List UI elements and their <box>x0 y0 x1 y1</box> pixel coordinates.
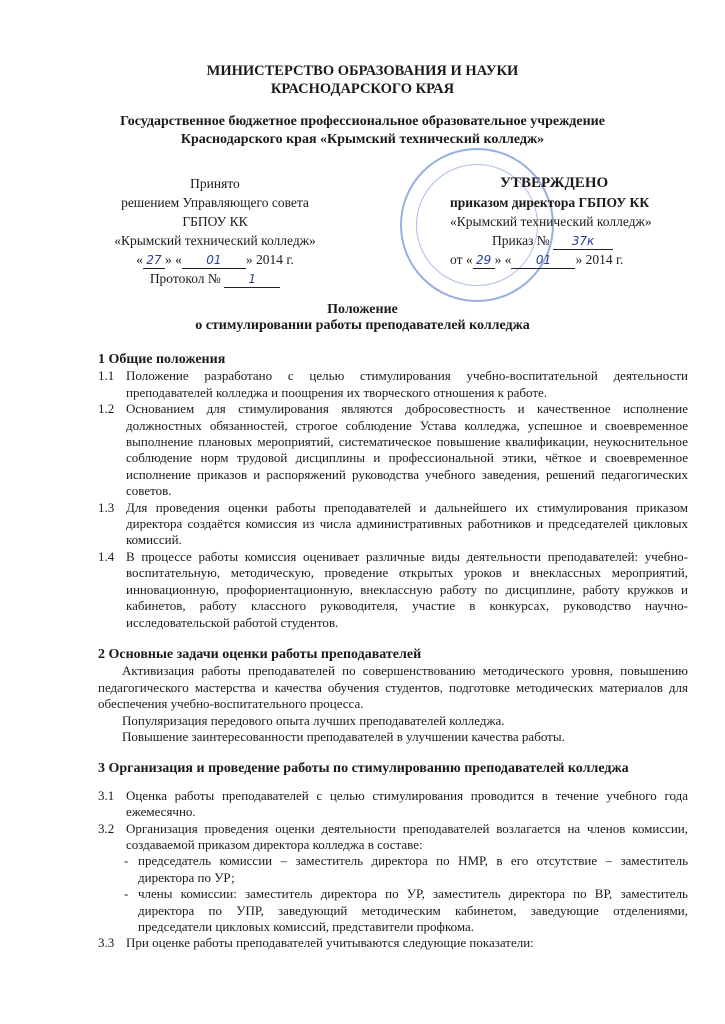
accepted-line-2: «Крымский технический колледж» <box>114 233 316 248</box>
section-3-item: 3.2 Организация проведения оценки деятельности преподавателей возлагается на членов комиссии, создаваемой приказом директора колледжа в составе: <box>98 820 688 852</box>
spacer <box>98 745 688 761</box>
accepted-date-month: 01 <box>182 253 246 269</box>
section-3-heading: 3 Организация и проведение работы по стимулированию преподавателей колледжа <box>98 761 629 777</box>
approved-order: Приказ № 37к <box>420 231 690 250</box>
section-3-item: 3.1 Оценка работы преподавателей с целью стимулирования проводится в течение учебного года ежемесячно. <box>98 787 688 820</box>
section-1-item: 1.3 Для проведения оценки работы преподавателей и дальнейшего их стимулирования приказом директора создаётся комиссия из числа административных работников и председателей цикловых комиссий. <box>98 499 688 548</box>
accepted-protocol-no: 1 <box>224 272 280 288</box>
spacer <box>98 631 688 647</box>
section-1-heading: 1 Общие положения <box>98 352 226 367</box>
section-2-paragraph: Активизация работы преподавателей по совершенствованию методического уровня, повышению педагогического мастерства и качества обучения студентов, подготовке методических материалов для обеспечения учебно-воспитательного процесса. <box>98 663 688 712</box>
committee-list-item: - члены комиссии: заместитель директора по УР, заместитель директора по ВР, заместитель директора по УПР, заведующий методическим кабинетом, заведующие отделениями, председатели цикловых комиссий, представители профкома. <box>124 886 688 934</box>
committee-list-item: - председатель комиссии – заместитель директора по НМР, в его отсутствие – заместитель директора по УР; <box>124 853 688 885</box>
section-2-paragraph: Популяризация передового опыта лучших преподавателей колледжа. <box>122 712 505 728</box>
accepted-block <box>100 174 330 288</box>
approved-label: УТВЕРЖДЕНО <box>500 175 609 191</box>
document-title: Положение <box>327 302 398 317</box>
ministry-line-1: МИНИСТЕРСТВО ОБРАЗОВАНИЯ И НАУКИ <box>206 63 519 79</box>
approved-block <box>420 174 690 269</box>
section-1-item: 1.2 Основанием для стимулирования являются добросовестность и качественное исполнение должностных обязанностей, строгое соблюдение Устава колледжа, успешное и своевременное выполнение плановых мероприятий, систематическое повышение квалификации, неукоснительное соблюдение норм трудовой дисциплины и профессиональной этики, чёткое и своевременное исполнение приказов и распоряжений руководства учебного заведения, решений педагогических советов. <box>98 401 688 499</box>
ministry-line-2: КРАСНОДАРСКОГО КРАЯ <box>270 81 455 97</box>
approved-line-2: «Крымский технический колледж» <box>450 214 652 229</box>
section-2-paragraph: Повышение заинтересованности преподавателей в улучшении качества работы. <box>122 728 565 744</box>
approved-line-1: приказом директора ГБПОУ КК <box>450 195 650 210</box>
section-1-item: 1.1 Положение разработано с целью стимулирования учебно-воспитательной деятельности преподавателей колледжа и поощрения их творческого отношения к работе. <box>98 368 688 400</box>
approved-date-day: 29 <box>473 253 495 269</box>
accepted-date: « 27 » « 01 » 2014 г. <box>136 252 294 267</box>
section-1-item: 1.4 В процессе работы комиссия оценивает различные виды деятельности преподавателей: учебно-воспитательную, методическую, проведение открытых уроков и внеклассных мероприятий, инновационную, профориентационную, внеклассную работу по дисциплине, работу кружков и кабинетов, работу классного руководителя, участие в конкурсах, руководство научно-исследовательской работой студентов. <box>98 548 688 630</box>
institution-line-1: Государственное бюджетное профессиональное образовательное учреждение <box>120 114 605 129</box>
approved-order-no: 37к <box>553 234 613 250</box>
section-3-item: 3.3 При оценке работы преподавателей учитываются следующие показатели: <box>98 935 534 951</box>
spacer <box>98 778 688 788</box>
institution-line-2: Краснодарского края «Крымский технический колледж» <box>180 132 545 147</box>
accepted-label: Принято <box>190 176 240 191</box>
accepted-protocol: Протокол № 1 <box>100 269 330 288</box>
approved-date: от « 29 » « 01 » 2014 г. <box>450 252 624 267</box>
document-subtitle: о стимулировании работы преподавателей колледжа <box>195 318 530 333</box>
accepted-line-1: решением Управляющего совета ГБПОУ КК <box>121 195 309 229</box>
accepted-date-day: 27 <box>143 253 165 269</box>
section-2-heading: 2 Основные задачи оценки работы преподавателей <box>98 646 422 662</box>
approved-date-month: 01 <box>511 253 575 269</box>
document-body <box>98 352 688 952</box>
